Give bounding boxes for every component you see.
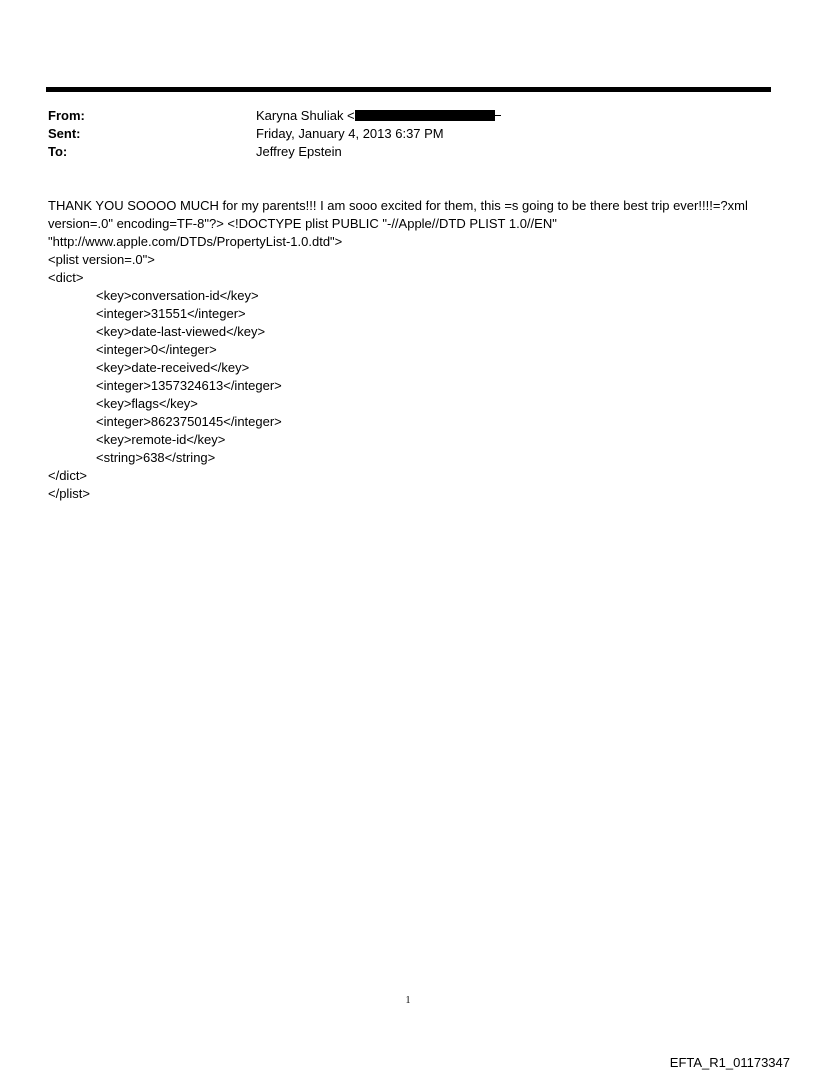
body-line: </plist> (48, 486, 90, 501)
body-line: <key>conversation-id</key> (96, 288, 259, 303)
sent-label: Sent: (48, 126, 81, 141)
body-line: "http://www.apple.com/DTDs/PropertyList-1.0.dtd"> (48, 234, 343, 249)
to-value: Jeffrey Epstein (256, 144, 342, 159)
header-divider (46, 87, 771, 92)
body-line: <integer>31551</integer> (96, 306, 246, 321)
body-line: <integer>1357324613</integer> (96, 378, 282, 393)
body-line: version=.0" encoding=TF-8"?> <!DOCTYPE plist PUBLIC "-//Apple//DTD PLIST 1.0//EN" (48, 216, 557, 231)
body-line: <plist version=.0"> (48, 252, 155, 267)
body-line: <key>flags</key> (96, 396, 198, 411)
email-body (48, 197, 778, 503)
body-line: <string>638</string> (96, 450, 216, 465)
body-line: <integer>8623750145</integer> (96, 414, 282, 429)
body-line: <key>date-received</key> (96, 360, 250, 375)
body-line: THANK YOU SOOOO MUCH for my parents!!! I am sooo excited for them, this =s going to be there best trip ever!!!!=?xml (48, 198, 748, 213)
redacted-email-address (355, 110, 495, 121)
from-value (256, 107, 501, 125)
from-label: From: (48, 108, 85, 123)
body-line: <dict> (48, 270, 84, 285)
to-label: To: (48, 144, 68, 159)
redaction-tail-mark (495, 115, 501, 116)
page-number: 1 (405, 995, 411, 1006)
sent-value: Friday, January 4, 2013 6:37 PM (256, 126, 444, 141)
sender-name: Karyna Shuliak < (256, 108, 355, 123)
body-line: </dict> (48, 468, 88, 483)
body-line: <integer>0</integer> (96, 342, 217, 357)
body-line: <key>date-last-viewed</key> (96, 324, 266, 339)
document-id: EFTA_R1_01173347 (669, 1055, 790, 1070)
body-line: <key>remote-id</key> (96, 432, 226, 447)
